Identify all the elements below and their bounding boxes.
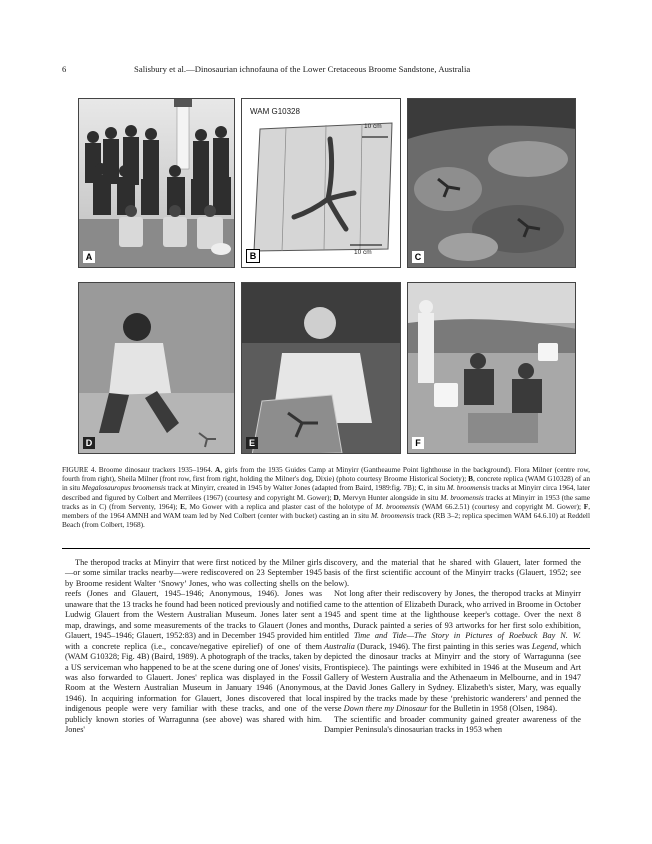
page-number: 6 xyxy=(62,64,67,74)
panel-letter-d: D xyxy=(83,437,95,449)
paragraph: discovery, and the material that he shared with Glauert, later formed the basis of the first scientific account of the Minyirr tracks (Glauert, 1952; see below). xyxy=(324,558,581,588)
scale-label-top: 10 cm xyxy=(364,123,382,130)
paragraph: The scientific and broader community gained greater awareness of the Dampier Peninsula's dinosaurian tracks in 1953 when xyxy=(324,714,581,735)
photo-casting-team xyxy=(408,283,576,454)
paragraph: Not long after their rediscovery by Jones, the theropod tracks at Minyirr came to the attention of Elizabeth Durack, who arrived in Broome in October 1945 and spent time at the lighthouse keeper's cottage. Over the next 8 months, Durack painted a series of 93 artworks for her first solo exhibition, entitled Time and Tide—The Story in Pictures of Roebuck Bay N. W. Australia (Durack, 1946). The first painting in this series was Legend, which depicted the dinosaur tracks at Minyirr and the story of Warragunna (see Frontispiece). The paintings were exhibited in 1946 at the Museum and Art Gallery of Western Australia and the Athenaeum in Melbourne, and in 1947 at the David Jones Gallery in Sydney. Elizabeth's sister, Mary, was equally inspired by the tracks made by these ‘prehistoric wanderers’ and penned the verse Down there my Dinosaur for the Bulletin in 1958 (Olsen, 1984). xyxy=(324,589,581,714)
paragraph: The theropod tracks at Minyirr that were first noticed by the Milner girls—or some similar tracks nearby—were rediscovered on 23 September 1945 by Broome resident Walter ‘Snowy’ Jones, who was collecting shells on the reefs (Jones and Glauert, 1945–1946; Anonymous, 1946). Jones was unaware that the 13 tracks he found had been noticed previously and notified Ludwig Glauert from the Western Australian Museum. Jones later sent a map, drawings, and some measurements of the tracks to Glauert (Jones and Glauert, 1945–1946; Glauert, 1952:83) and in December 1945 provided him with a concrete replica (i.e., concave/negative epirelief) of one of them (WAM G10328; Fig. 4B) (Baird, 1989). A photograph of the tracks, taken by a US serviceman who happened to be at the scene during one of Jones' visits, was also forwarded to Glauert. Jones' replica was displayed in the Fossil Room at the Western Australian Museum in January 1946 (Anonymous, 1946). In acquiring information for Glauert, Jones discovered that local indigenous people were very familiar with these tracks, and one of the publicly known stories of Warragunna (see above) was shared with him. Jones' xyxy=(65,558,322,735)
photo-panel-a xyxy=(78,98,235,268)
body-column-right xyxy=(324,558,581,736)
body-column-left xyxy=(65,558,322,736)
photo-panel-d xyxy=(78,282,235,454)
panel-letter-f: F xyxy=(412,437,424,449)
photo-panel-c xyxy=(407,98,576,268)
caption-label: FIGURE 4. xyxy=(62,465,97,474)
photo-mervyn-hunter xyxy=(79,283,235,454)
specimen-label: WAM G10328 xyxy=(250,107,300,116)
panel-letter-e: E xyxy=(246,437,258,449)
photo-mo-gower xyxy=(242,283,401,454)
panel-letter-a: A xyxy=(83,251,95,263)
running-title: Salisbury et al.—Dinosaurian ichnofauna of the Lower Cretaceous Broome Sandstone, Australia xyxy=(134,64,471,74)
figure-caption: FIGURE 4. Broome dinosaur trackers 1935–1964. A, girls from the 1935 Guides Camp at Minyirr (Gantheaume Point lighthouse in the background). Flora Milner (centre row, fourth from right), Sheila Milner (front row, first from right, holding the Milner's dog, Dixie) (photo courtesy Broome Historical Society); B, concrete replica (WAM G10328) of an in situ Megalosauropus broomensis track at Minyirr, created in 1945 by Walter Jones (adapted from Baird, 1989:fig. 7B); C, in situ M. broomensis tracks at Minyirr circa 1964, later described and figured by Colbert and Merrilees (1967) (courtesy and copyright M. Gower); D, Mervyn Hunter alongside in situ M. broomensis tracks at Minyirr in 1953 (the same tracks as in C) (from Serventy, 1964); E, Mo Gower with a replica and plaster cast of the holotype of M. broomensis (WAM 66.2.51) (courtesy and copyright M. Gower); F, members of the 1964 AMNH and WAM team led by Ned Colbert (center with bucket) casting an in situ M. broomensis track (RB 3–2; replica specimen WAM 64.6.10) at Reddell Beach (from Colbert, 1968). xyxy=(62,465,591,530)
running-header xyxy=(62,64,590,78)
caption-divider xyxy=(62,548,590,549)
photo-girls-guides-camp xyxy=(79,99,235,268)
photo-in-situ-tracks xyxy=(408,99,576,268)
photo-panel-b xyxy=(241,98,401,268)
photo-panel-e xyxy=(241,282,401,454)
panel-letter-c: C xyxy=(412,251,424,263)
figure-4 xyxy=(78,98,576,456)
scale-label-bottom: 10 cm xyxy=(354,249,372,256)
photo-panel-f xyxy=(407,282,576,454)
panel-letter-b: B xyxy=(246,249,260,263)
